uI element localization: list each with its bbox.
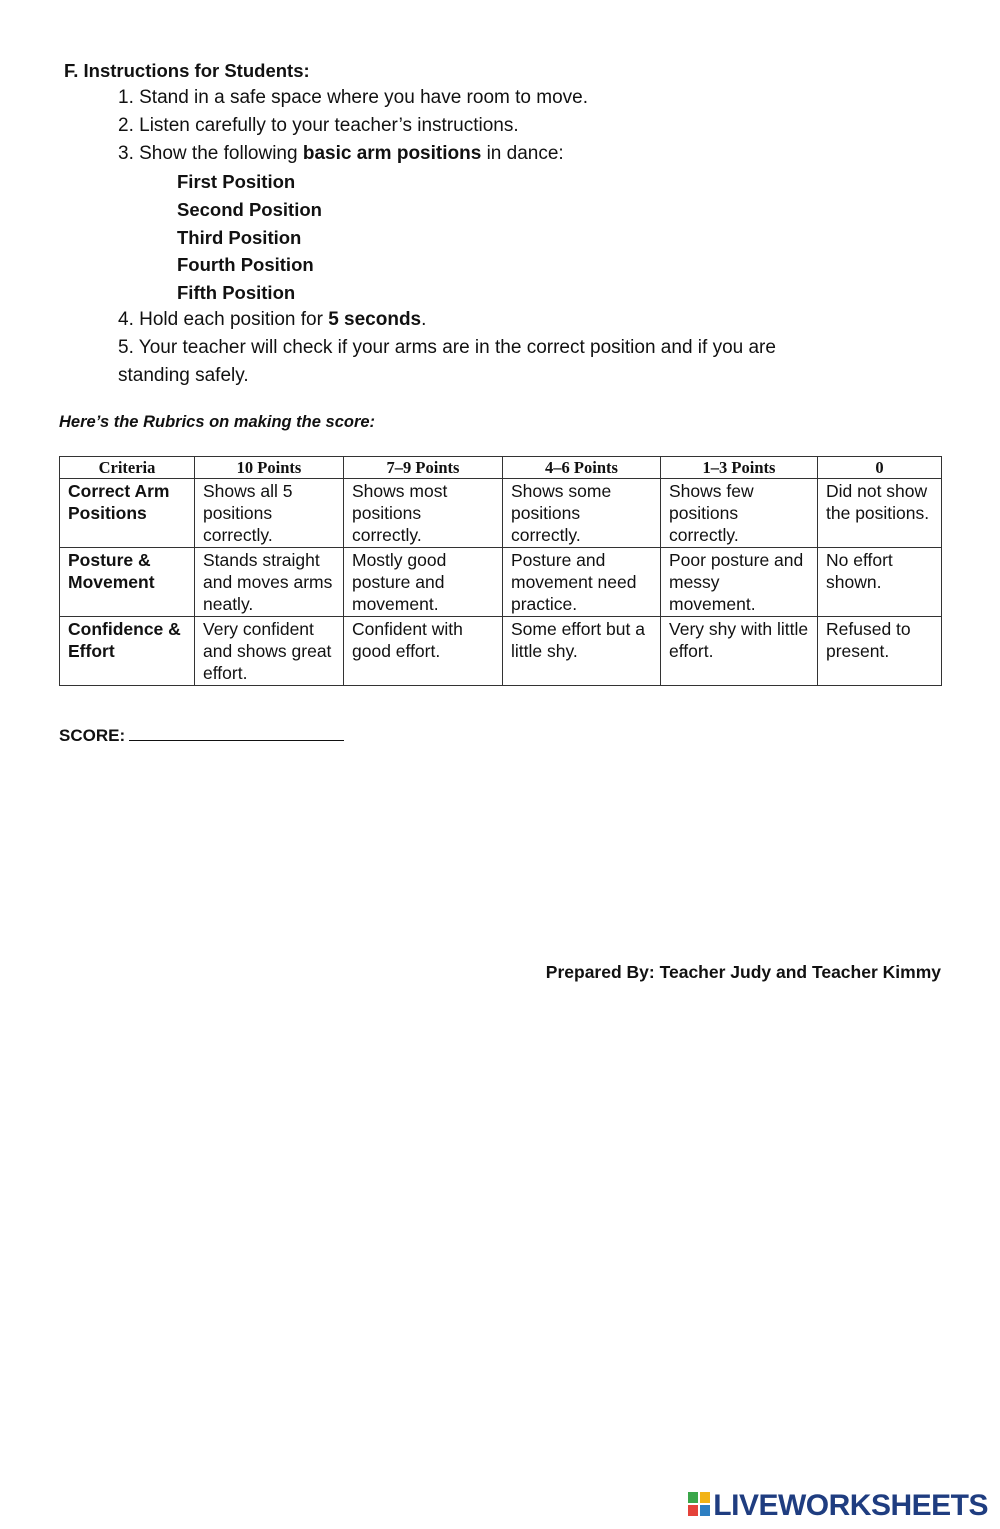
table-cell: Posture and movement need practice. [503,548,661,617]
criteria-cell: Posture & Movement [60,548,195,617]
instruction-step-5-line-2: standing safely. [118,365,249,386]
table-cell: Very confident and shows great effort. [195,617,344,686]
header-4-6-points: 4–6 Points [503,457,661,479]
table-cell: Shows some positions correctly. [503,479,661,548]
table-cell: Very shy with little effort. [661,617,818,686]
table-cell: Mostly good posture and movement. [344,548,503,617]
rubric-header-row [60,457,942,479]
brand-watermark [688,1489,988,1523]
table-cell: Did not show the positions. [818,479,942,548]
table-cell: Poor posture and messy movement. [661,548,818,617]
header-criteria: Criteria [60,457,195,479]
table-cell: Confident with good effort. [344,617,503,686]
instruction-step-2: 2. Listen carefully to your teacher’s instructions. [118,115,519,136]
prepared-by: Prepared By: Teacher Judy and Teacher Kimmy [545,962,941,982]
section-heading: F. Instructions for Students: [64,60,310,81]
criteria-cell: Correct Arm Positions [60,479,195,548]
instruction-step-4 [118,309,426,331]
header-7-9-points: 7–9 Points [344,457,503,479]
table-cell: Shows all 5 positions correctly. [195,479,344,548]
score-blank[interactable] [129,724,344,741]
position-first: First Position [177,171,296,192]
table-row [60,617,942,686]
position-third: Third Position [177,227,302,248]
table-cell: No effort shown. [818,548,942,617]
header-1-3-points: 1–3 Points [661,457,818,479]
step-3-prefix: 3. Show the following [118,143,303,164]
table-cell: Refused to present. [818,617,942,686]
table-row [60,548,942,617]
score-label: SCORE: [59,726,126,745]
liveworksheets-logo-icon [688,1492,710,1521]
table-cell: Stands straight and moves arms neatly. [195,548,344,617]
header-10-points: 10 Points [195,457,344,479]
step-4-bold: 5 seconds [328,309,422,330]
instruction-step-1: 1. Stand in a safe space where you have room to move. [118,87,588,108]
score-line [59,724,344,746]
position-fourth: Fourth Position [177,254,314,275]
rubric-title: Here’s the Rubrics on making the score: [59,413,376,431]
header-0-points: 0 [818,457,942,479]
instruction-step-5-line-1: 5. Your teacher will check if your arms are in the correct position and if you are [118,337,776,358]
position-second: Second Position [177,199,322,220]
position-fifth: Fifth Position [177,282,296,303]
step-3-bold: basic arm positions [302,143,482,164]
brand-name: LIVEWORKSHEETS [713,1489,988,1522]
step-3-suffix: in dance: [481,143,564,164]
rubric-table [59,456,942,686]
table-row [60,479,942,548]
instruction-step-3 [118,143,564,165]
criteria-cell: Confidence & Effort [60,617,195,686]
table-cell: Some effort but a little shy. [503,617,661,686]
step-4-prefix: 4. Hold each position for [118,309,329,330]
step-4-suffix: . [421,309,427,330]
table-cell: Shows most positions correctly. [344,479,503,548]
table-cell: Shows few positions correctly. [661,479,818,548]
